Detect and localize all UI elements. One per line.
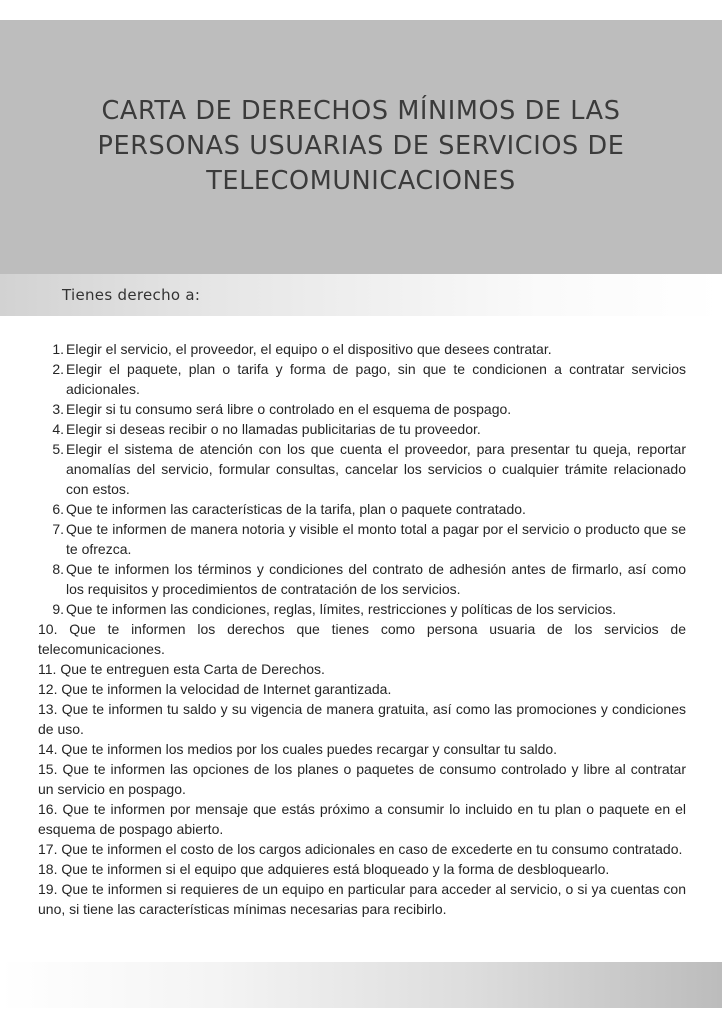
item-text: Elegir si tu consumo será libre o controlado en el esquema de pospago. [66, 401, 512, 417]
item-number: 17. [38, 841, 58, 857]
item-text: Que te informen los medios por los cuales puedes recargar y consultar tu saldo. [61, 741, 558, 757]
item-text: Que te informen de manera notoria y visible el monto total a pagar por el servicio o producto que se te ofrezca. [66, 521, 686, 557]
list-item [38, 599, 686, 619]
list-item [38, 879, 686, 919]
list-item [38, 799, 686, 839]
item-text: Que te informen tu saldo y su vigencia de manera gratuita, así como las promociones y condiciones de uso. [38, 701, 686, 737]
list-item [38, 739, 686, 759]
list-item [38, 659, 686, 679]
item-number: 10. [38, 621, 58, 637]
list-item [38, 619, 686, 659]
item-number: 3. [52, 401, 64, 417]
list-item [38, 559, 686, 599]
item-number: 13. [38, 701, 58, 717]
list-item [38, 359, 686, 399]
item-number: 4. [52, 421, 64, 437]
item-text: Que te informen el costo de los cargos adicionales en caso de excederte en tu consumo contratado. [61, 841, 683, 857]
item-number: 8. [52, 561, 64, 577]
item-number: 14. [38, 741, 58, 757]
item-text: Que te informen los términos y condiciones del contrato de adhesión antes de firmarlo, así como los requisitos y procedimientos de contratación de los servicios. [66, 561, 686, 597]
item-text: Elegir el sistema de atención con los que cuenta el proveedor, para presentar tu queja, reportar anomalías del servicio, formular consultas, cancelar los servicios o cualquier trámite relacionado con estos. [66, 441, 686, 497]
item-text: Que te informen las condiciones, reglas, límites, restricciones y políticas de los servicios. [66, 601, 617, 617]
rights-list [38, 339, 686, 919]
list-item [38, 399, 686, 419]
item-number: 6. [52, 501, 64, 517]
item-number: 7. [52, 521, 64, 537]
item-text: Elegir si deseas recibir o no llamadas publicitarias de tu proveedor. [66, 421, 481, 437]
item-number: 1. [52, 341, 64, 357]
list-item [38, 439, 686, 499]
list-item [38, 699, 686, 739]
item-text: Que te informen si el equipo que adquieres está bloqueado y la forma de desbloquearlo. [61, 861, 610, 877]
item-text: Que te informen si requieres de un equipo en particular para acceder al servicio, o si ya cuentas con uno, si tiene las características mínimas necesarias para recibirlo. [38, 881, 686, 917]
list-item [38, 339, 686, 359]
list-item [38, 519, 686, 559]
item-text: Que te informen los derechos que tienes como persona usuaria de los servicios de telecomunicaciones. [38, 621, 687, 657]
item-text: Elegir el paquete, plan o tarifa y forma de pago, sin que te condicionen a contratar servicios adicionales. [66, 361, 686, 397]
item-number: 19. [38, 881, 58, 897]
list-item [38, 839, 686, 859]
item-text: Elegir el servicio, el proveedor, el equipo o el dispositivo que desees contratar. [66, 341, 552, 357]
item-text: Que te informen las opciones de los planes o paquetes de consumo controlado y libre al contratar un servicio en pospago. [38, 761, 686, 797]
list-item [38, 419, 686, 439]
list-item [38, 859, 686, 879]
item-text: Que te entreguen esta Carta de Derechos. [60, 661, 325, 677]
item-number: 11. [38, 661, 57, 677]
item-number: 9. [52, 601, 64, 617]
footer-band [0, 962, 722, 1008]
item-number: 12. [38, 681, 58, 697]
item-number: 5. [52, 441, 64, 457]
item-number: 15. [38, 761, 58, 777]
item-text: Que te informen por mensaje que estás próximo a consumir lo incluido en tu plan o paquete en el esquema de pospago abierto. [38, 801, 686, 837]
item-number: 2. [52, 361, 64, 377]
list-item [38, 499, 686, 519]
page-title: CARTA DE DERECHOS MÍNIMOS DE LAS PERSONAS USUARIAS DE SERVICIOS DE TELECOMUNICACIONES [97, 96, 625, 196]
item-text: Que te informen la velocidad de Internet garantizada. [61, 681, 392, 697]
section-heading: Tienes derecho a: [62, 286, 201, 304]
item-number: 18. [38, 861, 58, 877]
list-item [38, 759, 686, 799]
item-number: 16. [38, 801, 58, 817]
list-item [38, 679, 686, 699]
item-text: Que te informen las características de la tarifa, plan o paquete contratado. [66, 501, 526, 517]
